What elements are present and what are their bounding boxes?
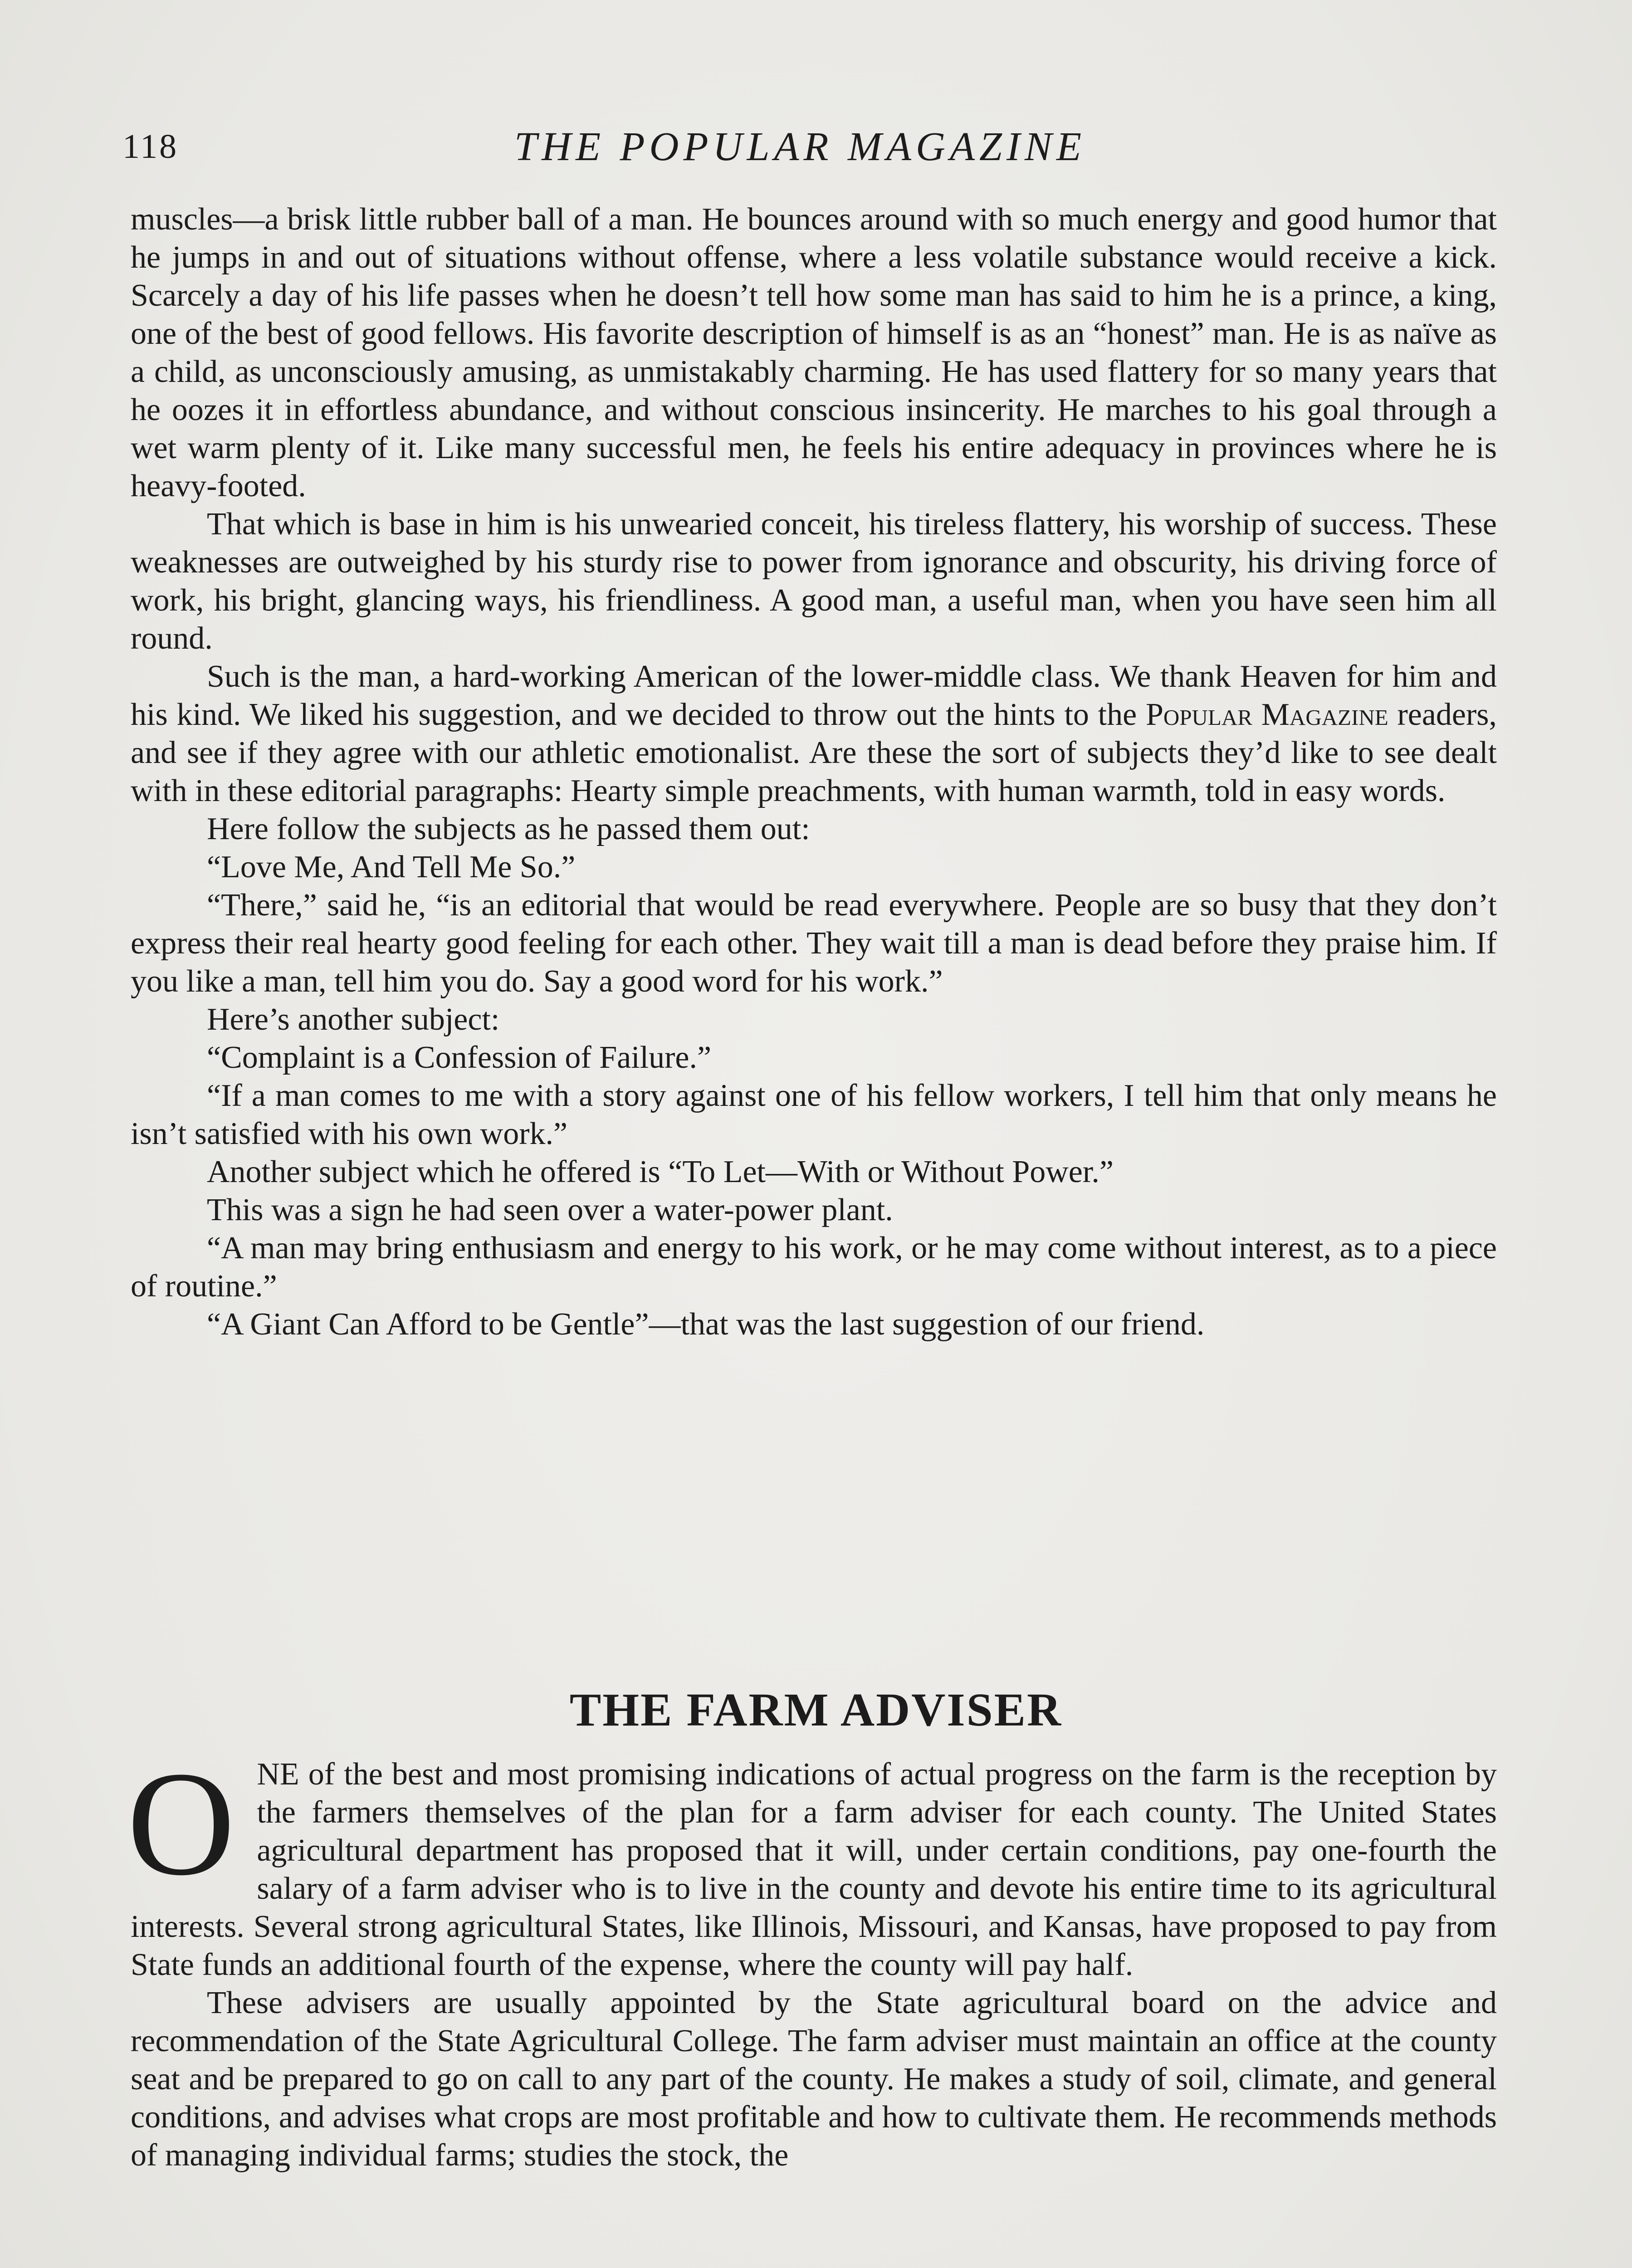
page-header — [122, 122, 1496, 171]
farm-adviser-text — [127, 1741, 1497, 2175]
running-title: THE POPULAR MAGAZINE — [514, 124, 1086, 169]
paragraph: muscles—a brisk little rubber ball of a man. He bounces around with so much energy and good humor that he jumps in and out of situations without offense, where a less volatile substance would receive a kick. Scarcely a day of his life passes when he doesn’t tell how some man has said to him he is a prince, a king, one of the best of good fellows. His favorite description of himself is as an “honest” man. He is as naïve as a child, as unconsciously amusing, as unmistakably charming. He has used flattery for so many years that he oozes it in effortless abundance, and without conscious insincerity. He marches to his goal through a wet warm plenty of it. Like many successful men, he feels his entire adequacy in provinces where he is heavy-footed. — [131, 202, 1497, 503]
paragraph: This was a sign he had seen over a water-power plant. — [207, 1193, 893, 1227]
paragraph-text: readers, and see if they agree with our athletic emotionalist. Are these the sort of subjects they’d like to see dealt with in these editorial paragraphs: Hearty simple preachments, with human warmth, told in easy words. — [131, 697, 1497, 808]
paragraph: Another subject which he offered is “To Let—With or Without Power.” — [207, 1154, 1114, 1189]
page-number: 118 — [122, 127, 179, 166]
paragraph: Here follow the subjects as he passed them out: — [207, 811, 810, 846]
paragraph: These advisers are usually appointed by the State agricultural board on the advice and recommendation of the State Agricultural College. The farm adviser must maintain an office at the county seat and be prepared to go on call to any part of the county. He makes a study of soil, climate, and general conditions, and advises what crops are most profitable and how to cultivate them. He recommends methods of managing individual farms; studies the stock, the — [131, 1985, 1497, 2173]
paragraph: “Complaint is a Confession of Failure.” — [207, 1040, 712, 1075]
editorial-text — [131, 200, 1497, 1344]
magazine-name: Popular Magazine — [1145, 697, 1388, 732]
paragraph: Here’s another subject: — [207, 1002, 500, 1037]
paragraph: “Love Me, And Tell Me So.” — [207, 850, 576, 885]
paragraph — [127, 1741, 1497, 1984]
paragraph — [131, 658, 1497, 810]
paragraph: “There,” said he, “is an editorial that would be read everywhere. People are so busy that they don’t express their real hearty good feeling for each other. They wait till a man is dead before they praise him. If you like a man, tell him you do. Say a good word for his work.” — [131, 888, 1497, 999]
section-heading: THE FARM ADVISER — [569, 1684, 1063, 1736]
paragraph: That which is base in him is his unwearied conceit, his tireless flattery, his worship of success. These weaknesses are outweighed by his sturdy rise to power from ignorance and obscurity, his driving force of work, his bright, glancing ways, his friendliness. A good man, a useful man, when you have seen him all round. — [131, 507, 1497, 656]
paragraph: “If a man comes to me with a story against one of his fellow workers, I tell him that only means he isn’t satisfied with his own work.” — [131, 1078, 1497, 1151]
paragraph: “A man may bring enthusiasm and energy to his work, or he may come without interest, as to a piece of routine.” — [131, 1231, 1497, 1304]
drop-cap: O — [127, 1741, 235, 1906]
paragraph-text: Such is the man, a hard-working American of the lower-middle class. We thank Heaven for him and his kind. We liked his suggestion, and we decided to throw out the hints to the — [131, 659, 1497, 732]
paragraph-text: NE of the best and most promising indications of actual progress on the farm is the reception by the farmers themselves of the plan for a farm adviser for each county. The United States agricultural department has proposed that it will, under certain conditions, pay one-fourth the salary of a farm adviser who is to live in the county and devote his entire time to its agricultural interests. Several strong agricultural States, like Illinois, Missouri, and Kansas, have proposed to pay from State funds an additional fourth of the expense, where the county will pay half. — [131, 1757, 1497, 1982]
paragraph: “A Giant Can Afford to be Gentle”—that was the last suggestion of our friend. — [207, 1307, 1205, 1342]
